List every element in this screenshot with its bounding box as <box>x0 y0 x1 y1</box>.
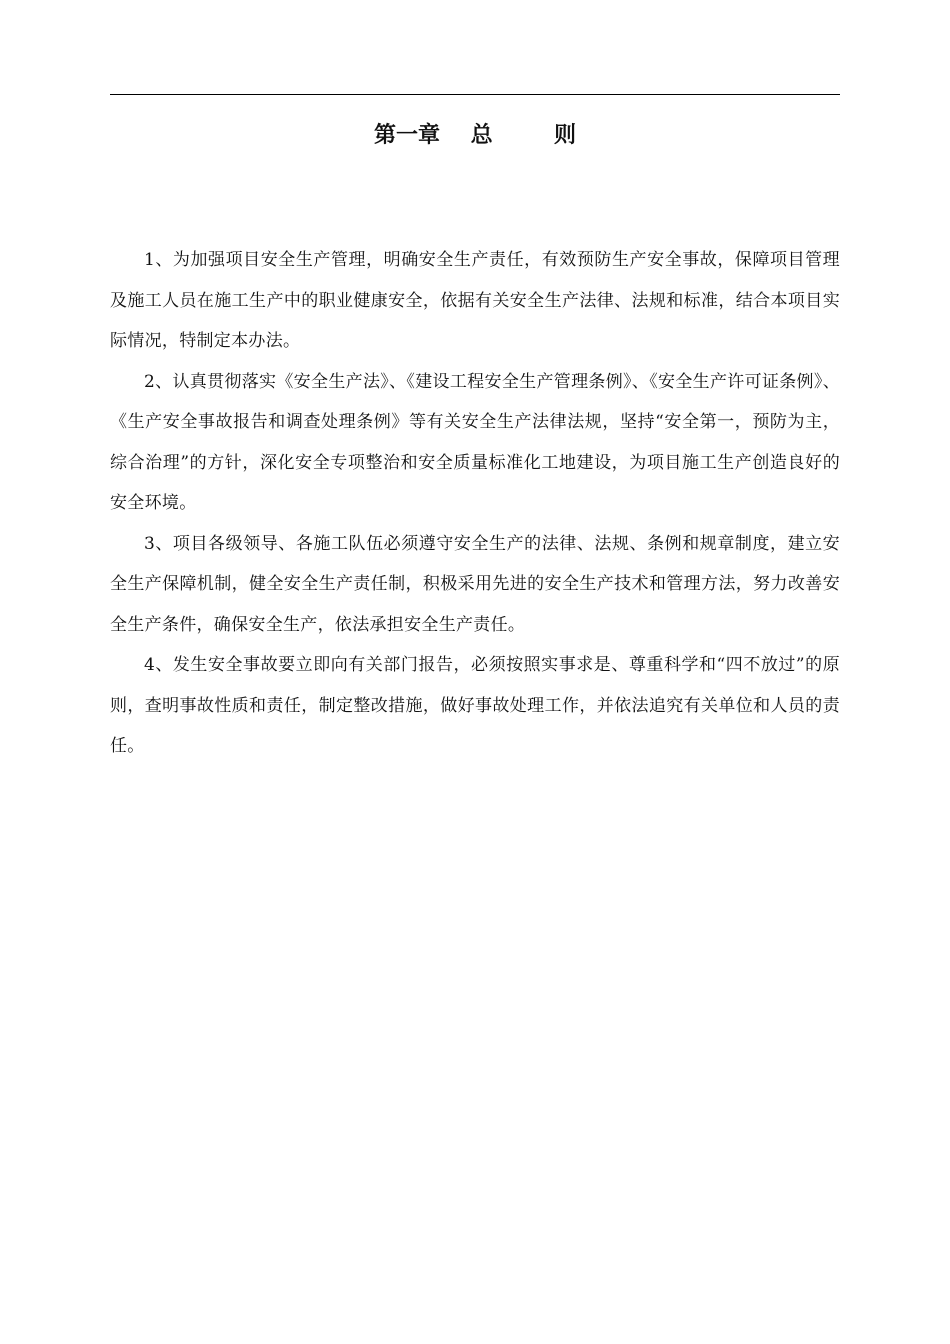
paragraph-4: 4、发生安全事故要立即向有关部门报告，必须按照实事求是、尊重科学和“四不放过”的原则，查明事故性质和责任，制定整改措施，做好事故处理工作，并依法追究有关单位和人员的责任。 <box>110 655 840 756</box>
document-body <box>110 240 840 767</box>
paragraph-2: 2、认真贯彻落实《安全生产法》、《建设工程安全生产管理条例》、《安全生产许可证条例》、《生产安全事故报告和调查处理条例》等有关安全生产法律法规，坚持“安全第一，预防为主，综合治理”的方针，深化安全专项整治和安全质量标准化工地建设，为项目施工生产创造良好的安全环境。 <box>110 371 840 513</box>
header-rule <box>110 94 840 95</box>
chapter-title: 第一章 总 则 <box>374 123 576 148</box>
paragraph-3: 3、项目各级领导、各施工队伍必须遵守安全生产的法律、法规、条例和规章制度，建立安全生产保障机制，健全安全生产责任制，积极采用先进的安全生产技术和管理方法，努力改善安全生产条件，确保安全生产，依法承担安全生产责任。 <box>110 533 840 635</box>
paragraph-1: 1、为加强项目安全生产管理，明确安全生产责任，有效预防生产安全事故，保障项目管理及施工人员在施工生产中的职业健康安全，依据有关安全生产法律、法规和标准，结合本项目实际情况，特制定本办法。 <box>110 250 840 351</box>
